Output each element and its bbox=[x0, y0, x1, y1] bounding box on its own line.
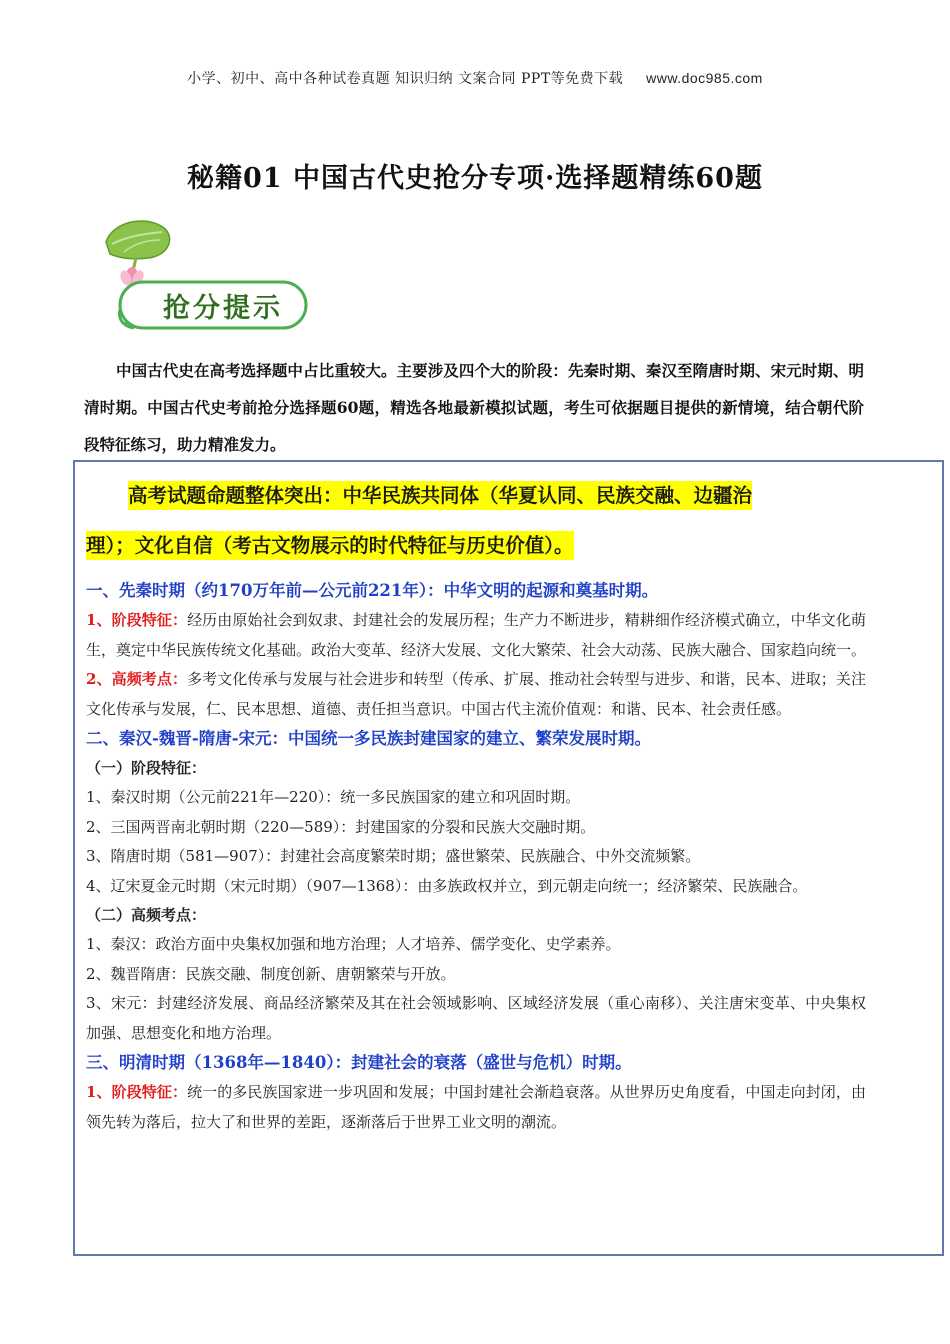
section1-points-text: 多考文化传承与发展与社会进步和转型（传承、扩展、推动社会转型与进步、和谐，民本、进取；关注文化传承与发展，仁、民本思想、道德、责任担当意识。中国古代主流价值观：和谐、民本、社会责任感。 bbox=[86, 670, 866, 718]
highlight-line-1: 高考试题命题整体突出：中华民族共同体（华夏认同、民族交融、边疆治 bbox=[128, 481, 752, 510]
section1-heading: 一、先秦时期（约170万年前—公元前221年）：中华文明的起源和奠基时期。 bbox=[86, 581, 659, 600]
section1-feature-text: 经历由原始社会到奴隶、封建社会的发展历程；生产力不断进步，精耕细作经济模式确立，中华文化萌生，奠定中华民族传统文化基础。政治大变革、经济大发展、文化大繁荣、社会大动荡、民族大融合、国家趋向统一。 bbox=[86, 611, 867, 659]
highlight-block bbox=[86, 471, 866, 571]
section3-feature-label: 1、阶段特征： bbox=[86, 1083, 188, 1101]
section3-heading: 三、明清时期（1368年—1840）：封建社会的衰落（盛世与危机）时期。 bbox=[86, 1053, 632, 1072]
highlight-line-2: 理）；文化自信（考古文物展示的时代特征与历史价值）。 bbox=[86, 531, 574, 560]
section2-feature-item: 4、辽宋夏金元时期（宋元时期）（907—1368）：由多族政权并立，到元朝走向统一；经济繁荣、民族融合。 bbox=[86, 876, 808, 895]
tip-label: 抢分提示 bbox=[163, 293, 283, 324]
page-header bbox=[0, 68, 950, 88]
section2-heading: 二、秦汉-魏晋-隋唐-宋元：中国统一多民族封建国家的建立、繁荣发展时期。 bbox=[86, 729, 652, 748]
header-url[interactable]: www.doc985.com bbox=[646, 70, 763, 86]
section3-feature-text: 统一的多民族国家进一步巩固和发展；中国封建社会渐趋衰落。从世界历史角度看，中国走向封闭，由领先转为落后，拉大了和世界的差距，逐渐落后于世界工业文明的潮流。 bbox=[86, 1083, 866, 1131]
section2-point-item: 3、宋元：封建经济发展、商品经济繁荣及其在社会领域影响、区域经济发展（重心南移）、关注唐宋变革、中央集权加强、思想变化和地方治理。 bbox=[86, 994, 866, 1042]
section2-point-item: 1、秦汉：政治方面中央集权加强和地方治理；人才培养、儒学变化、史学素养。 bbox=[86, 935, 621, 953]
section1-feature-label: 1、阶段特征： bbox=[86, 611, 188, 629]
section2-point-item: 2、魏晋隋唐：民族交融、制度创新、唐朝繁荣与开放。 bbox=[86, 964, 456, 983]
section2-feature-item: 2、三国两晋南北朝时期（220—589）：封建国家的分裂和民族大交融时期。 bbox=[86, 817, 596, 836]
document-title: 秘籍01 中国古代史抢分专项·选择题精练60题 bbox=[187, 163, 763, 194]
section1-features bbox=[86, 606, 866, 665]
section1-points-label: 2、高频考点： bbox=[86, 670, 188, 688]
intro-paragraph: 中国古代史在高考选择题中占比重较大。主要涉及四个大的阶段：先秦时期、秦汉至隋唐时期、宋元时期、明清时期。中国古代史考前抢分选择题60题，精选各地最新模拟试题，考生可依据题目提供的新情境，结合朝代阶段特征练习，助力精准发力。 bbox=[84, 361, 864, 454]
tip-badge bbox=[98, 214, 318, 336]
section2-points-label: （二）高频考点： bbox=[86, 906, 207, 924]
section3-features bbox=[86, 1078, 866, 1137]
summary-content bbox=[86, 576, 866, 1137]
section2-feature-item: 1、秦汉时期（公元前221年—220）：统一多民族国家的建立和巩固时期。 bbox=[86, 788, 581, 806]
section2-feature-item: 3、隋唐时期（581—907）：封建社会高度繁荣时期；盛世繁荣、民族融合、中外交流频繁。 bbox=[86, 847, 701, 865]
header-text: 小学、初中、高中各种试卷真题 知识归纳 文案合同 PPT等免费下载 bbox=[187, 71, 624, 87]
section1-points bbox=[86, 665, 866, 724]
section2-features-label: （一）阶段特征： bbox=[86, 759, 207, 777]
